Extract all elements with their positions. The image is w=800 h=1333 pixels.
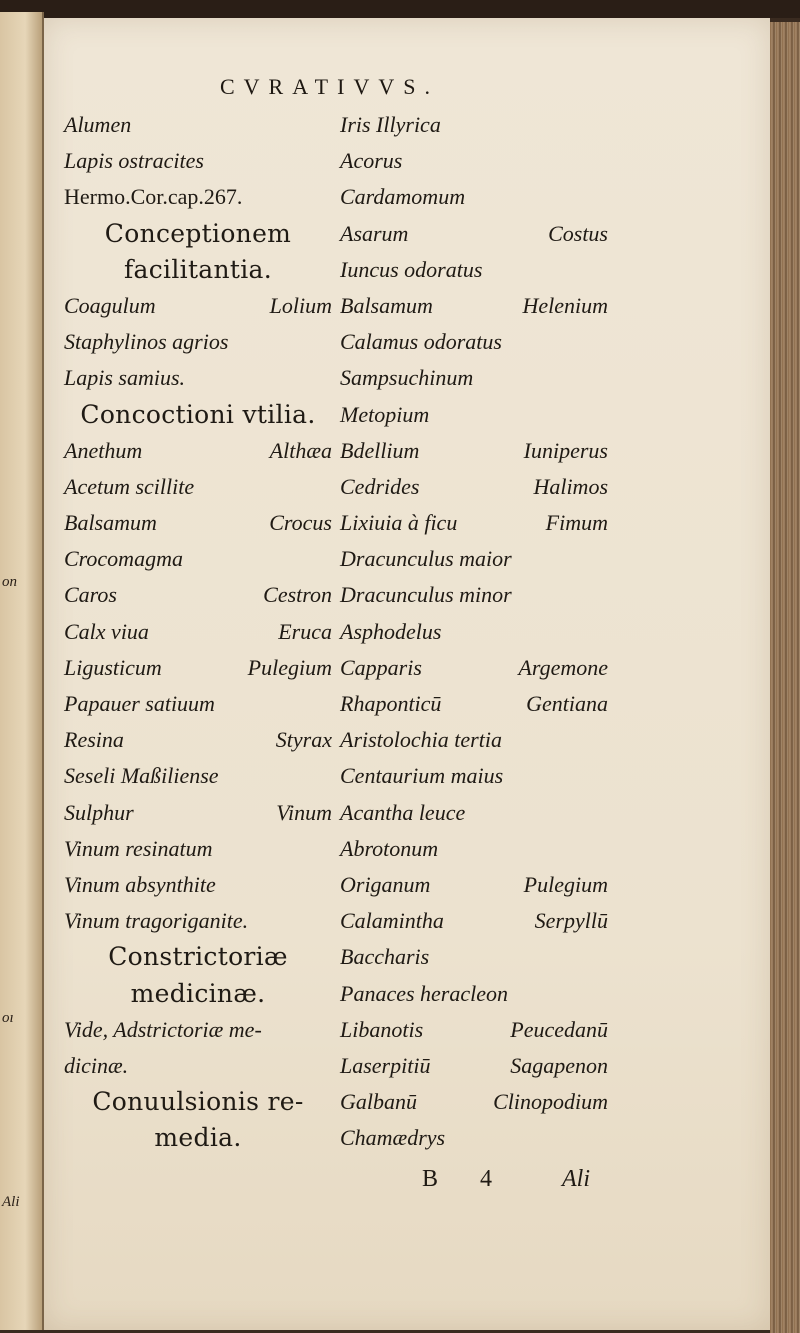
entry-term-secondary: Iuniperus — [523, 437, 608, 463]
text-line — [340, 577, 608, 613]
entry-term-secondary: Helenium — [522, 292, 608, 318]
text-line — [64, 1120, 332, 1156]
entry-term: Coagulum — [64, 292, 156, 318]
text-line — [340, 903, 608, 939]
facing-page-fragment: Ali — [2, 1194, 20, 1210]
signature-mark: B — [422, 1166, 439, 1192]
entry-term: Balsamum — [340, 292, 433, 318]
text-line — [340, 1120, 608, 1156]
text-line — [340, 216, 608, 252]
text-line — [340, 397, 608, 433]
page-stack-edge — [770, 22, 800, 1333]
entry-term: Lapis ostracites — [64, 148, 204, 174]
facing-page-fragment: on — [2, 574, 17, 590]
text-line — [64, 143, 332, 179]
entry-term: Lapis samius. — [64, 365, 186, 391]
entry-term: Chamædrys — [340, 1125, 446, 1151]
entry-term: Seseli Maßiliense — [64, 763, 219, 789]
text-line — [340, 360, 608, 396]
text-line — [64, 324, 332, 360]
catchword: Ali — [562, 1166, 590, 1192]
entry-term: Acorus — [340, 148, 403, 174]
entry-term: Abrotonum — [340, 835, 439, 861]
text-line — [64, 397, 332, 433]
text-line — [340, 976, 608, 1012]
text-line — [64, 758, 332, 794]
text-line — [340, 650, 608, 686]
entry-term-secondary: Peucedanū — [510, 1016, 608, 1042]
entry-term: Aristolochia tertia — [340, 727, 502, 753]
entry-term: Hermo.Cor.cap.267. — [64, 184, 243, 210]
text-line — [340, 433, 608, 469]
entry-term-secondary: Costus — [548, 220, 608, 246]
entry-term: Vide, Adstrictoriæ me- — [64, 1016, 262, 1042]
text-line — [64, 107, 332, 143]
entry-term: Rhaponticū — [340, 691, 442, 716]
entry-term: dicinæ. — [64, 1052, 129, 1078]
text-line — [64, 939, 332, 975]
entry-term: Ligusticum — [64, 654, 162, 680]
entry-term: Acetum scillite — [64, 473, 195, 499]
entry-term-secondary: Serpyllū — [534, 908, 608, 934]
entry-term-secondary: Sagapenon — [510, 1052, 608, 1078]
text-line — [64, 1048, 332, 1084]
text-line — [64, 1012, 332, 1048]
entry-term: Capparis — [340, 654, 422, 680]
right-column — [340, 107, 608, 1156]
text-line — [64, 288, 332, 324]
text-line — [340, 179, 608, 215]
text-line — [64, 179, 332, 215]
entry-term: Vinum absynthite — [64, 871, 216, 897]
text-line — [64, 650, 332, 686]
entry-term-secondary: Argemone — [518, 654, 608, 680]
entry-term: Concoctioni vtilia. — [80, 399, 316, 429]
text-line — [340, 1012, 608, 1048]
entry-term-secondary: Fimum — [545, 510, 608, 536]
text-line — [340, 541, 608, 577]
text-line — [340, 1084, 608, 1120]
text-line — [340, 143, 608, 179]
text-line — [64, 867, 332, 903]
text-line — [340, 758, 608, 794]
entry-term: Conceptionem — [104, 218, 292, 248]
entry-term-secondary: Pulegium — [247, 654, 332, 680]
text-line — [64, 541, 332, 577]
text-line — [340, 505, 608, 541]
text-line — [340, 324, 608, 360]
text-line — [340, 831, 608, 867]
entry-term-secondary: Halimos — [533, 473, 608, 499]
entry-term-secondary: Pulegium — [523, 871, 608, 897]
entry-term-secondary: Lolium — [269, 292, 332, 318]
entry-term: Sampsuchinum — [340, 365, 474, 391]
entry-term: Metopium — [340, 401, 430, 427]
entry-term: Calamintha — [340, 908, 444, 934]
entry-term: Crocomagma — [64, 546, 183, 572]
entry-term: Iris Illyrica — [340, 112, 441, 137]
text-line — [340, 722, 608, 758]
entry-term: Staphylinos agrios — [64, 329, 229, 355]
entry-term-secondary: Crocus — [269, 510, 332, 536]
signature-number: 4 — [480, 1166, 492, 1192]
text-line — [64, 505, 332, 541]
text-line — [340, 614, 608, 650]
text-line — [64, 252, 332, 288]
text-line — [340, 107, 608, 143]
entry-term: Baccharis — [340, 944, 430, 970]
entry-term: Sulphur — [64, 799, 134, 825]
entry-term-secondary: Eruca — [278, 618, 332, 644]
text-line — [340, 288, 608, 324]
entry-term: Caros — [64, 582, 117, 608]
entry-term: Laserpitiū — [340, 1052, 431, 1078]
entry-term: Balsamum — [64, 510, 157, 536]
text-line — [340, 469, 608, 505]
entry-term: Iuncus odoratus — [340, 256, 483, 282]
text-line — [64, 976, 332, 1012]
text-line — [340, 1048, 608, 1084]
entry-term: Resina — [64, 727, 124, 753]
top-dark-band — [0, 0, 800, 18]
entry-term: media. — [154, 1123, 242, 1153]
entry-term: Dracunculus minor — [340, 582, 512, 608]
text-line — [64, 831, 332, 867]
running-head: CVRATIVVS. — [220, 74, 439, 99]
entry-term: medicinæ. — [130, 978, 266, 1008]
facing-page-fragment: oı — [2, 1010, 14, 1026]
entry-term: Papauer satiuum — [64, 691, 215, 716]
entry-term: Cardamomum — [340, 184, 466, 210]
entry-term: Cedrides — [340, 473, 420, 499]
entry-term: Origanum — [340, 871, 431, 897]
entry-term: Libanotis — [340, 1016, 424, 1042]
entry-term-secondary: Cestron — [263, 582, 332, 608]
entry-term: Centaurium maius — [340, 763, 504, 789]
entry-term: Dracunculus maior — [340, 546, 512, 572]
text-line — [64, 795, 332, 831]
entry-term: Galbanū — [340, 1089, 417, 1115]
entry-term: Asarum — [340, 220, 409, 246]
entry-term: Conuulsionis re- — [92, 1087, 304, 1117]
text-line — [340, 686, 608, 722]
entry-term: Constrictoriæ — [108, 942, 288, 972]
text-line — [340, 867, 608, 903]
text-line — [64, 433, 332, 469]
entry-term-secondary: Clinopodium — [493, 1089, 608, 1115]
entry-term: Lixiuia à ficu — [340, 510, 458, 536]
entry-term-secondary: Styrax — [275, 727, 332, 753]
entry-term: Panaces heracleon — [340, 980, 508, 1006]
text-line — [340, 252, 608, 288]
entry-term-secondary: Gentiana — [526, 691, 608, 716]
text-line — [64, 1084, 332, 1120]
text-line — [340, 939, 608, 975]
text-line — [64, 614, 332, 650]
facing-page-edge — [0, 12, 44, 1330]
entry-term: Asphodelus — [340, 618, 442, 644]
text-line — [64, 216, 332, 252]
text-line — [64, 577, 332, 613]
text-line — [64, 686, 332, 722]
entry-term: facilitantia. — [124, 254, 272, 284]
text-line — [64, 903, 332, 939]
entry-term: Anethum — [64, 437, 143, 463]
entry-term: Acantha leuce — [340, 799, 466, 825]
entry-term: Alumen — [64, 112, 132, 137]
text-line — [64, 360, 332, 396]
entry-term-secondary: Vinum — [276, 799, 332, 825]
entry-term: Calamus odoratus — [340, 329, 502, 355]
entry-term: Calx viua — [64, 618, 149, 644]
entry-term: Bdellium — [340, 437, 420, 463]
entry-term: Vinum resinatum — [64, 835, 213, 861]
text-line — [64, 722, 332, 758]
text-line — [340, 795, 608, 831]
left-column — [64, 107, 332, 1156]
entry-term: Vinum tragoriganite. — [64, 908, 249, 934]
entry-term-secondary: Althæa — [269, 437, 332, 463]
text-line — [64, 469, 332, 505]
